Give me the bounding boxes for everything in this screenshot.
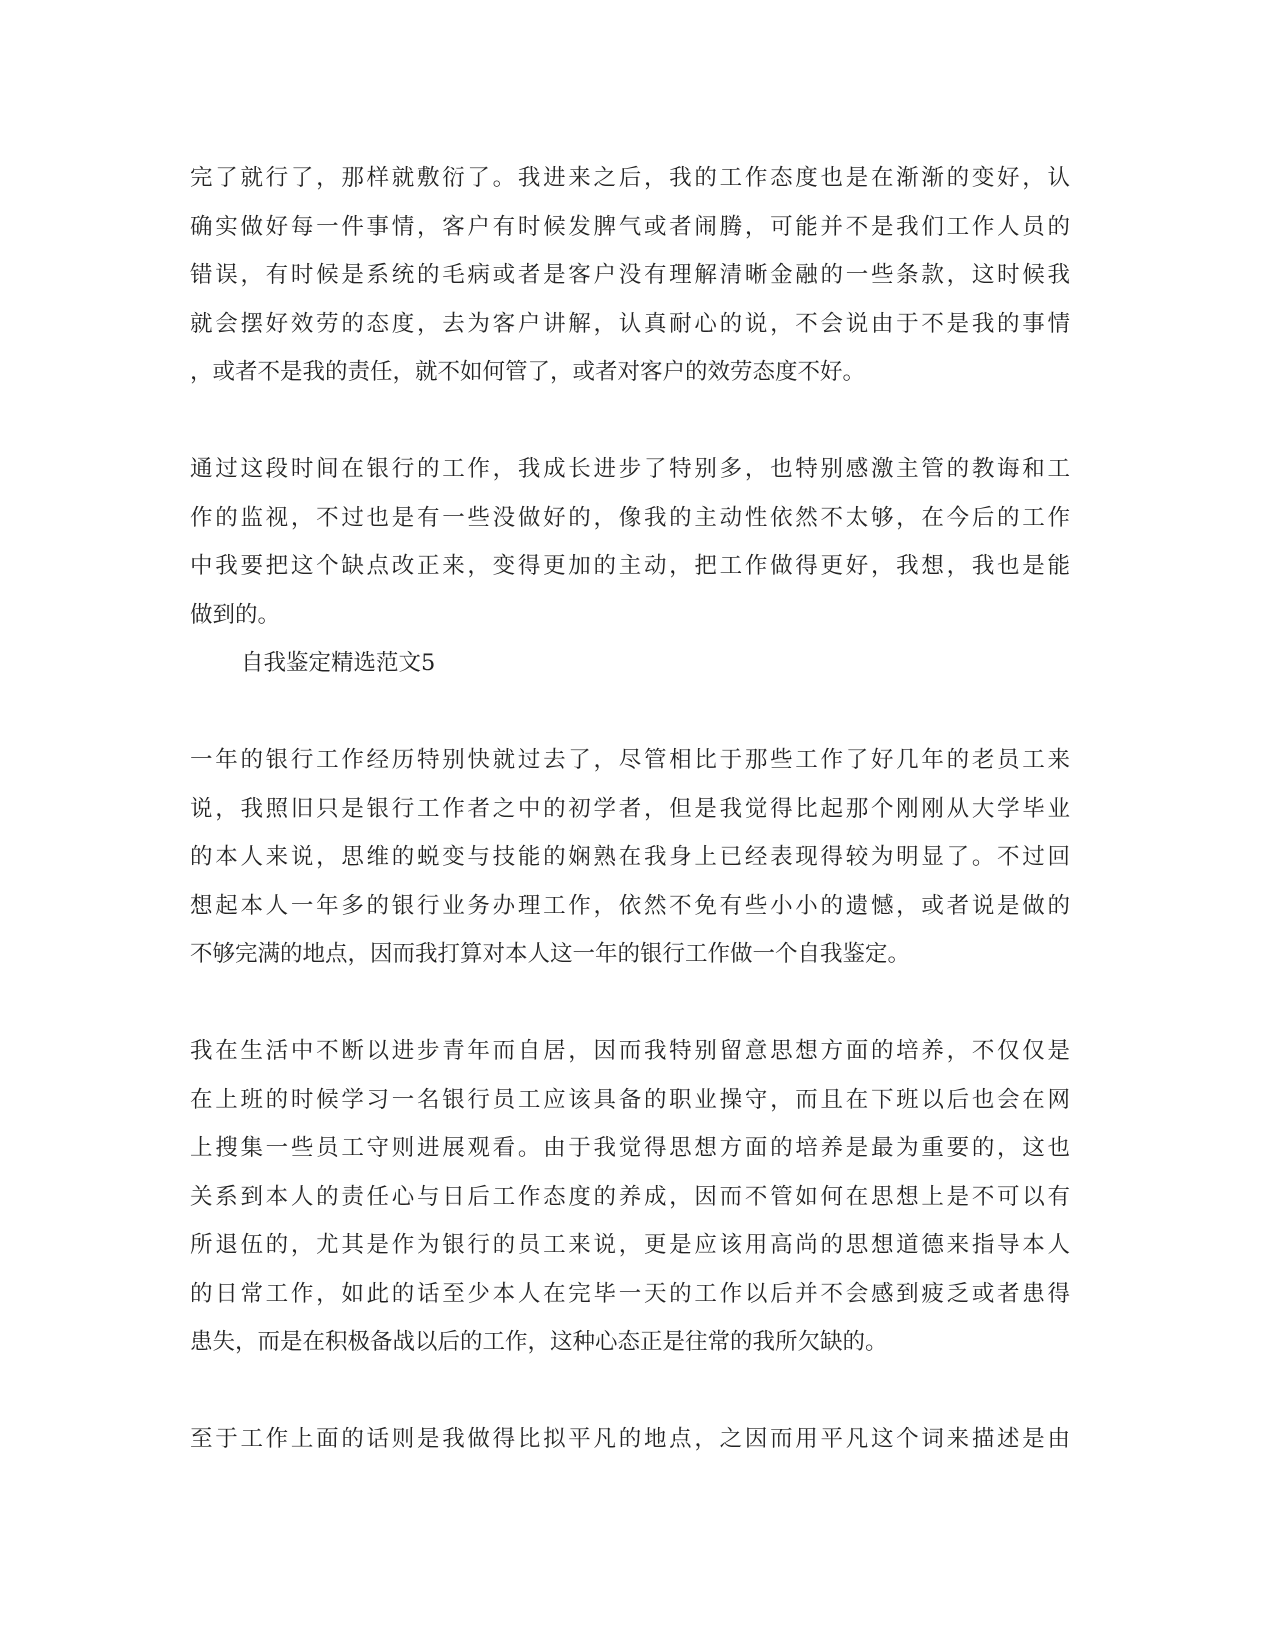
text-line: 一年的银行工作经历特别快就过去了，尽管相比于那些工作了好几年的老员工来 [190,747,1070,773]
text-line: 通过这段时间在银行的工作，我成长进步了特别多，也特别感激主管的教诲和工 [190,456,1070,482]
paragraph-gap [190,397,1070,446]
text-line: 错误，有时候是系统的毛病或者是客户没有理解清晰金融的一些条款，这时候我 [190,262,1070,288]
text-line: 所退伍的，尤其是作为银行的员工来说，更是应该用高尚的思想道德来指导本人 [190,1232,1070,1258]
paragraph [190,154,1070,397]
paragraph [190,1415,1070,1464]
paragraph [190,445,1070,639]
text-line: 确实做好每一件事情，客户有时候发脾气或者闹腾，可能并不是我们工作人员的 [190,213,1070,240]
text-line: ，或者不是我的责任，就不如何管了，或者对客户的效劳态度不好。 [190,359,866,385]
paragraph-gap [190,688,1070,737]
text-line: 上搜集一些员工守则进展观看。由于我觉得思想方面的培养是最为重要的，这也 [190,1135,1070,1161]
text-line: 的日常工作，如此的话至少本人在完毕一天的工作以后并不会感到疲乏或者患得 [190,1280,1070,1307]
text-line: 患失，而是在积极备战以后的工作，这种心态正是往常的我所欠缺的。 [190,1329,888,1355]
paragraph [190,736,1070,979]
text-line: 说，我照旧只是银行工作者之中的初学者，但是我觉得比起那个刚刚从大学毕业 [190,795,1070,822]
paragraph-gap [190,1367,1070,1416]
text-line: 关系到本人的责任心与日后工作态度的养成，因而不管如何在思想上是不可以有 [190,1183,1070,1210]
text-line: 完了就行了，那样就敷衍了。我进来之后，我的工作态度也是在渐渐的变好，认 [190,165,1070,191]
text-line: 不够完满的地点，因而我打算对本人这一年的银行工作做一个自我鉴定。 [190,941,911,967]
paragraph-gap [190,979,1070,1028]
text-line: 中我要把这个缺点改正来，变得更加的主动，把工作做得更好，我想，我也是能 [190,553,1070,579]
text-line: 我在生活中不断以进步青年而自居，因而我特别留意思想方面的培养，不仅仅是 [190,1038,1070,1064]
text-line: 就会摆好效劳的态度，去为客户讲解，认真耐心的说，不会说由于不是我的事情 [190,310,1070,337]
text-line: 作的监视，不过也是有一些没做好的，像我的主动性依然不太够，在今后的工作 [190,504,1070,531]
section-heading: 自我鉴定精选范文5 [241,650,436,676]
text-line: 在上班的时候学习一名银行员工应该具备的职业操守，而且在下班以后也会在网 [190,1086,1070,1113]
text-line: 想起本人一年多的银行业务办理工作，依然不免有些小小的遗憾，或者说是做的 [190,892,1070,919]
text-line: 至于工作上面的话则是我做得比拟平凡的地点，之因而用平凡这个词来描述是由 [190,1426,1070,1452]
document-body [190,154,1070,1464]
text-line: 的本人来说，思维的蜕变与技能的娴熟在我身上已经表现得较为明显了。不过回 [190,844,1070,870]
paragraph [190,1027,1070,1367]
text-line: 做到的。 [190,601,281,628]
